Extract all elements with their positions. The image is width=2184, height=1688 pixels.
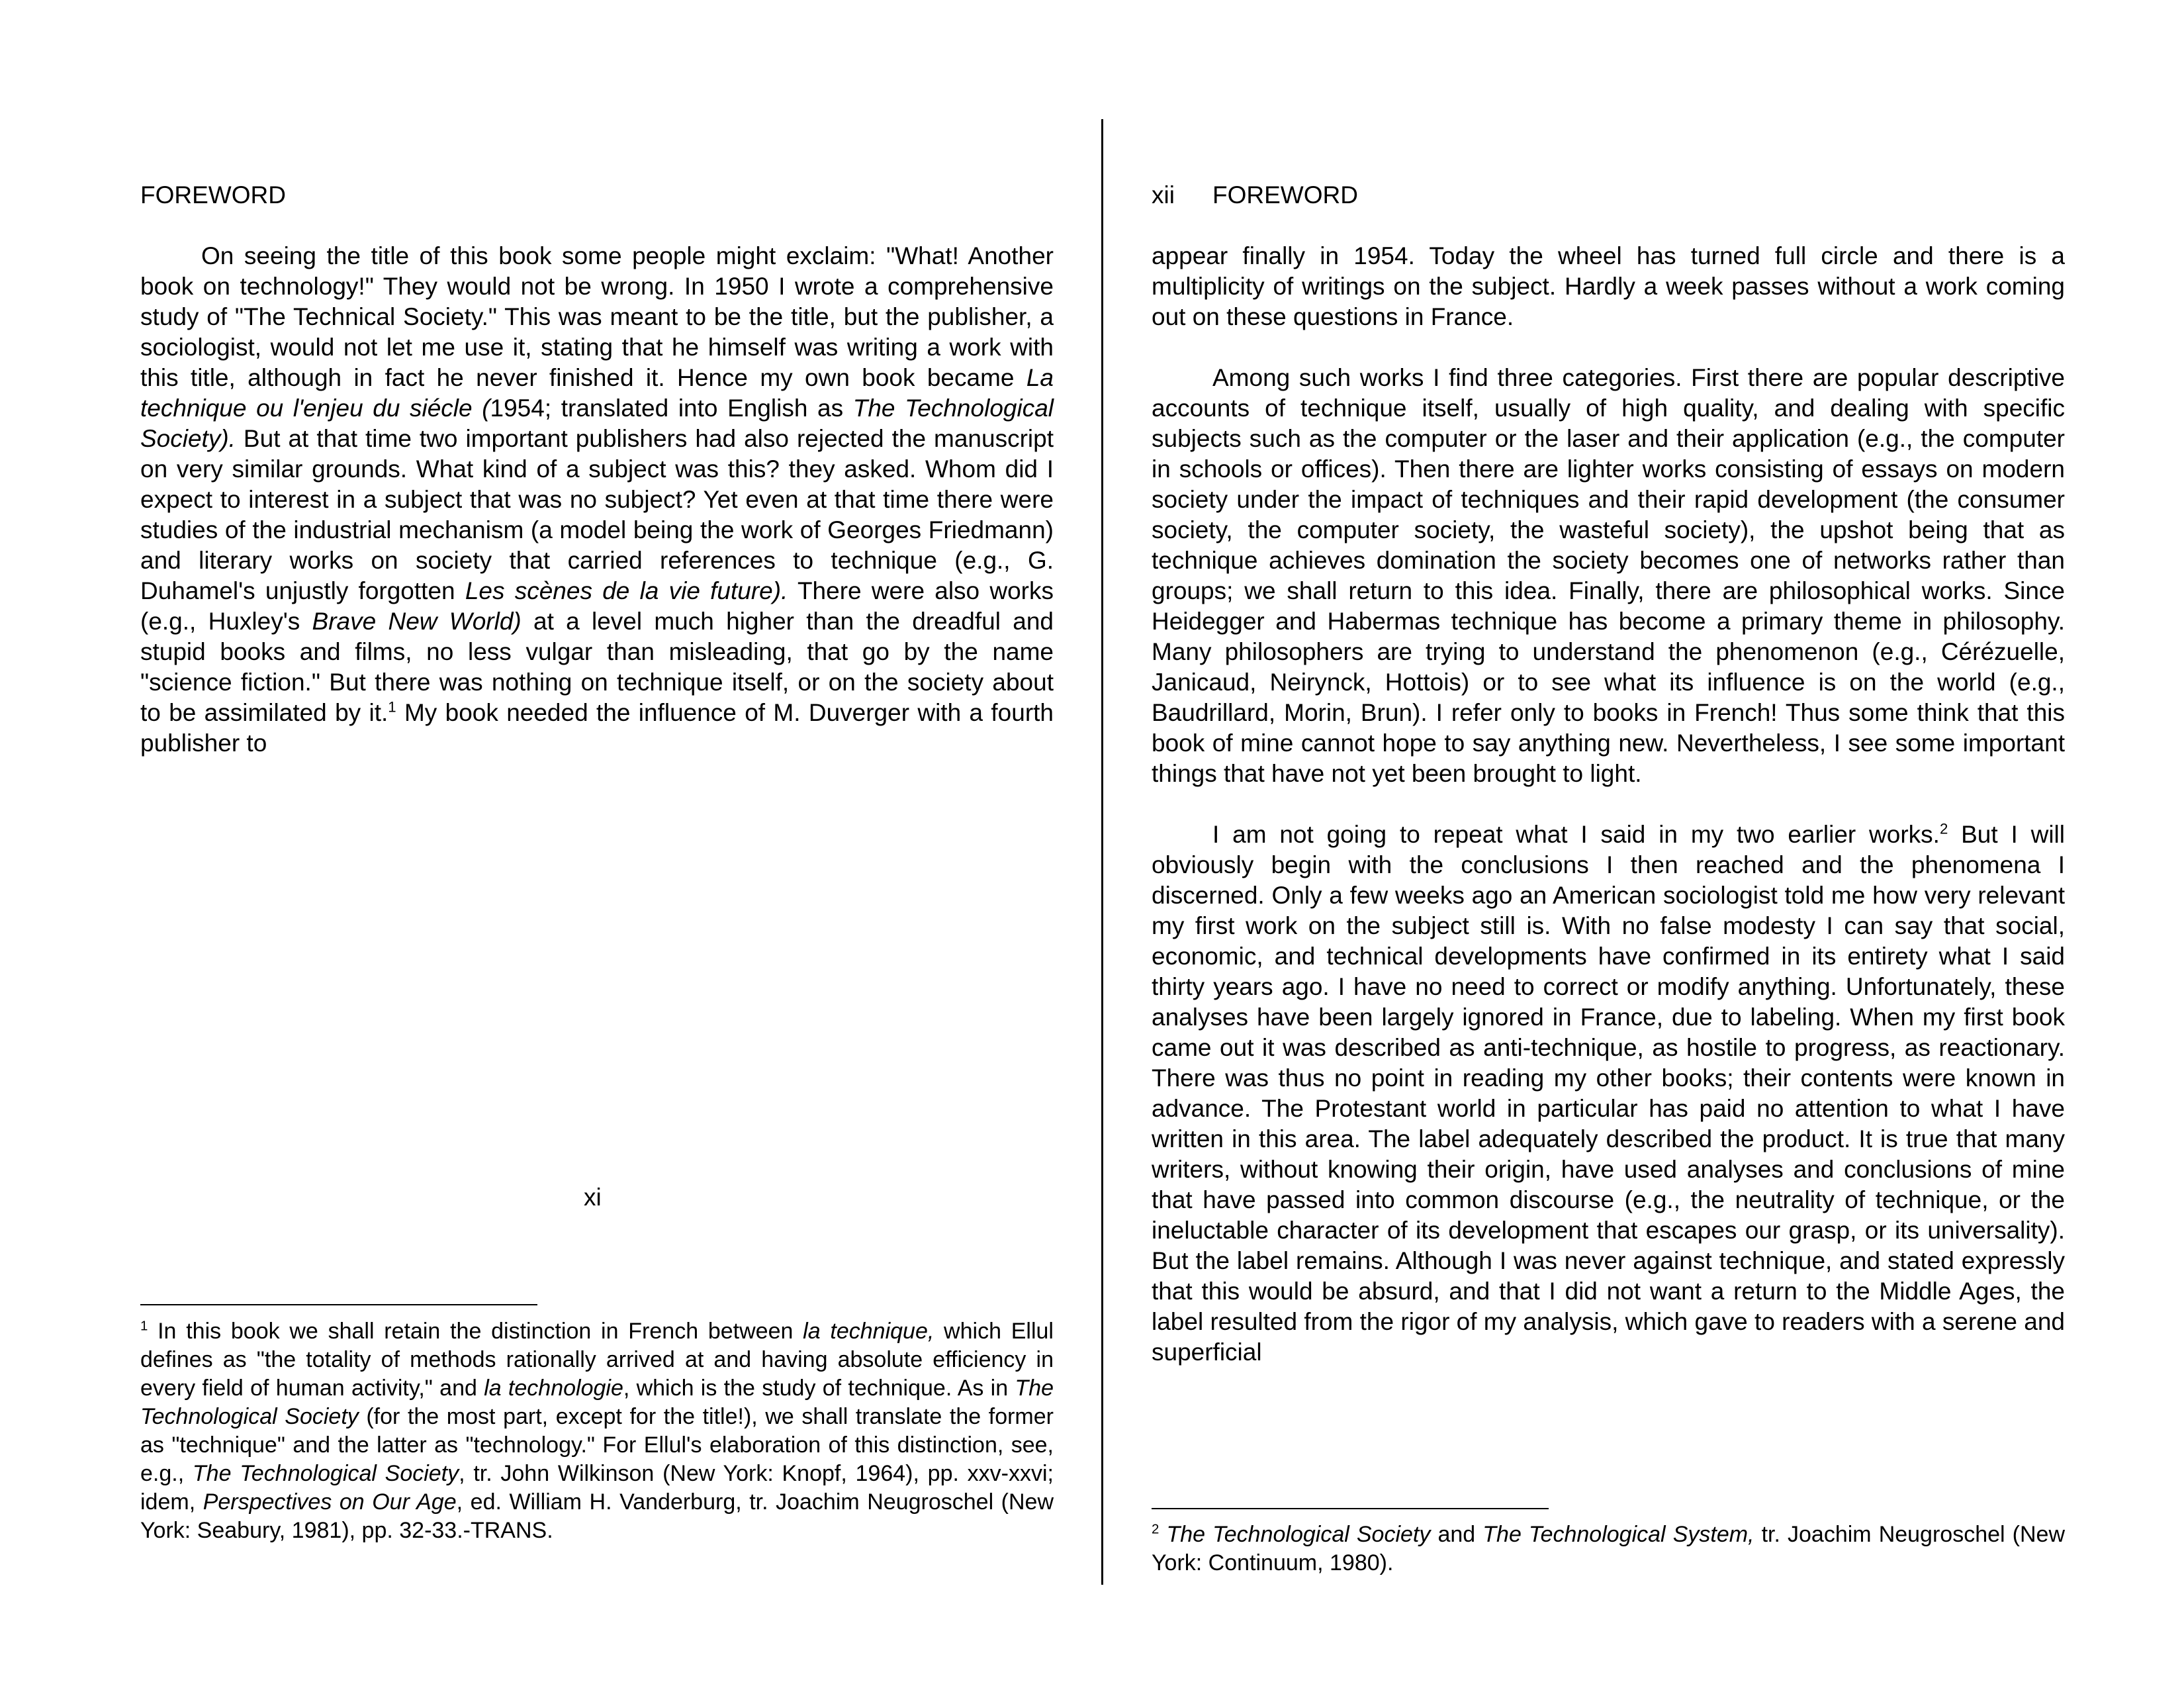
right-paragraph-3 (1152, 820, 2065, 1368)
text-run: tr. Joachim Neugroschel (New York: Continuum, 1980). (1152, 1522, 2065, 1575)
gutter-divider (1101, 119, 1103, 1585)
text-run: , ed. William H. Vanderburg, tr. Joachim Neugroschel (New York: Seabury, 1981), pp. 32-33.-TRANS. (140, 1489, 1054, 1543)
italic-title: The Technological Society (192, 1461, 459, 1486)
right-paragraph-1: appear finally in 1954. Today the wheel has turned full circle and there is a multiplicity of writings on the subject. Hardly a week passes without a work coming out on these questions in France. (1152, 242, 2065, 330)
italic-term: la technologie (484, 1376, 623, 1401)
text-run: at a level much higher than the dreadful and stupid books and films, no less vulgar than misleading, that go by the name "science fiction." But there was nothing on technique itself, or on the society about to be assimilated by it. (140, 608, 1054, 726)
footnote-marker: 2 (1152, 1522, 1160, 1537)
footnote-reference-2[interactable]: 2 (1939, 820, 1948, 837)
text-run: But at that time two important publishers had also rejected the manuscript on very similar grounds. What kind of a subject was this? they asked. Whom did I expect to interest in a subject that was no subject? Yet even at that time there were studies of the industrial mechanism (a model being the work of Georges Friedmann) and literary works on society that carried references to technique (e.g., G. Duhamel's unjustly forgotten (140, 425, 1054, 604)
footnote-reference-1[interactable]: 1 (388, 698, 396, 716)
text-run: , tr. John Wilkinson (New York: Knopf, 1964), pp. xxv-xxvi; idem, (140, 1461, 1054, 1515)
right-running-head-title: FOREWORD (1212, 181, 1358, 209)
footnote-marker: 1 (140, 1319, 148, 1334)
italic-title: The Technological Society (140, 1376, 1054, 1429)
text-run: 1954; translated into English as (490, 395, 853, 422)
right-running-head (1152, 180, 1358, 211)
left-body-text (140, 241, 1054, 789)
italic-title: The Technological Society). (140, 395, 1054, 452)
left-running-head-title: FOREWORD (140, 181, 286, 209)
right-body-text (1152, 241, 2065, 1398)
text-run: There were also works (e.g., Huxley's (140, 577, 1054, 635)
text-run: In this book we shall retain the distinction in French between (148, 1319, 803, 1344)
left-footnote-divider (140, 1304, 537, 1305)
text-run: My book needed the influence of M. Duverger with a fourth publisher to (140, 699, 1054, 757)
text-run: and (1430, 1522, 1483, 1547)
italic-term: la technique, (803, 1319, 934, 1344)
left-running-head (140, 180, 286, 211)
text-run: I am not going to repeat what I said in my two earlier works. (1212, 821, 1940, 848)
italic-title: Brave New World) (312, 608, 522, 635)
text-run: On seeing the title of this book some people might exclaim: "What! Another book on technology!" They would not be wrong. In 1950 I wrote a comprehensive study of "The Technical Society." This was meant to be the title, but the publisher, a sociologist, would not let me use it, stating that he himself was writing a work with this title, although in fact he never finished it. Hence my own book became (140, 242, 1054, 391)
italic-title: Les scènes de la vie future). (465, 577, 788, 604)
italic-title: Perspectives on Our Age (203, 1489, 457, 1515)
right-page-number: xii (1152, 181, 1175, 209)
text-run: But I will obviously begin with the conclusions I then reached and the phenomena I discerned. Only a few weeks ago an American sociologist told me how very relevant my first work on the subject still is. With no false modesty I can say that social, economic, and technical developments have confirmed in its entirety what I said thirty years ago. I have no need to correct or modify anything. Unfortunately, these analyses have been largely ignored in France, due to labeling. When my first book came out it was described as anti-technique, as hostile to progress, as reactionary. There was thus no point in reading my other books; their contents were known in advance. The Protestant world in particular has paid no attention to what I have written in this area. The label adequately described the product. It is true that many writers, without knowing their origin, have used analyses and conclusions of mine that have passed into common discourse (e.g., the neutrality of technique, or the ineluctable character of its development that escapes our grasp, or its universality). But the label remains. Although I was never against technique, and stated expressly that this would be absurd, and that I did not want a return to the Middle Ages, the label resulted from the rigor of my analysis, which gave to readers with a serene and superficial (1152, 821, 2065, 1366)
right-paragraph-2: Among such works I find three categories. First there are popular descriptive accounts of technique itself, usually of high quality, and dealing with specific subjects such as the computer or the laser and their application (e.g., the computer in schools or offices). Then there are lighter works consisting of essays on modern society under the impact of techniques and their rapid development (the consumer society, the computer society, the wasteful society), the upshot being that as technique achieves domination the society becomes one of networks rather than groups; we shall return to this idea. Finally, there are philosophical works. Since Heidegger and Habermas technique has become a primary theme in philosophy. Many philosophers are trying to understand the phenomenon (e.g., Cérézuelle, Janicaud, Neirynck, Hottois) or to see what its influence is on the world (e.g., Baudrillard, Morin, Brun). I refer only to books in French! Thus some think that this book of mine cannot hope to say anything new. Nevertheless, I see some important things that have not yet been brought to light. (1152, 364, 2065, 787)
italic-title: La technique ou l'enjeu du siécle ( (140, 364, 1054, 422)
right-footnote-divider (1152, 1508, 1549, 1509)
text-run: which Ellul defines as "the totality of methods rationally arrived at and having absolute efficiency in every field of human activity," and (140, 1319, 1054, 1401)
left-paragraph-1 (140, 241, 1054, 759)
text-run: (for the most part, except for the title!), we shall translate the former as "technique" and the latter as "technology." For Ellul's elaboration of this distinction, see, e.g., (140, 1404, 1054, 1486)
italic-title: The Technological Society (1166, 1522, 1431, 1547)
footnote-1 (140, 1317, 1054, 1545)
text-run: , which is the study of technique. As in (623, 1376, 1015, 1401)
italic-title: The Technological System, (1482, 1522, 1754, 1547)
footnote-2 (1152, 1521, 2065, 1577)
left-page-number: xi (584, 1184, 602, 1211)
